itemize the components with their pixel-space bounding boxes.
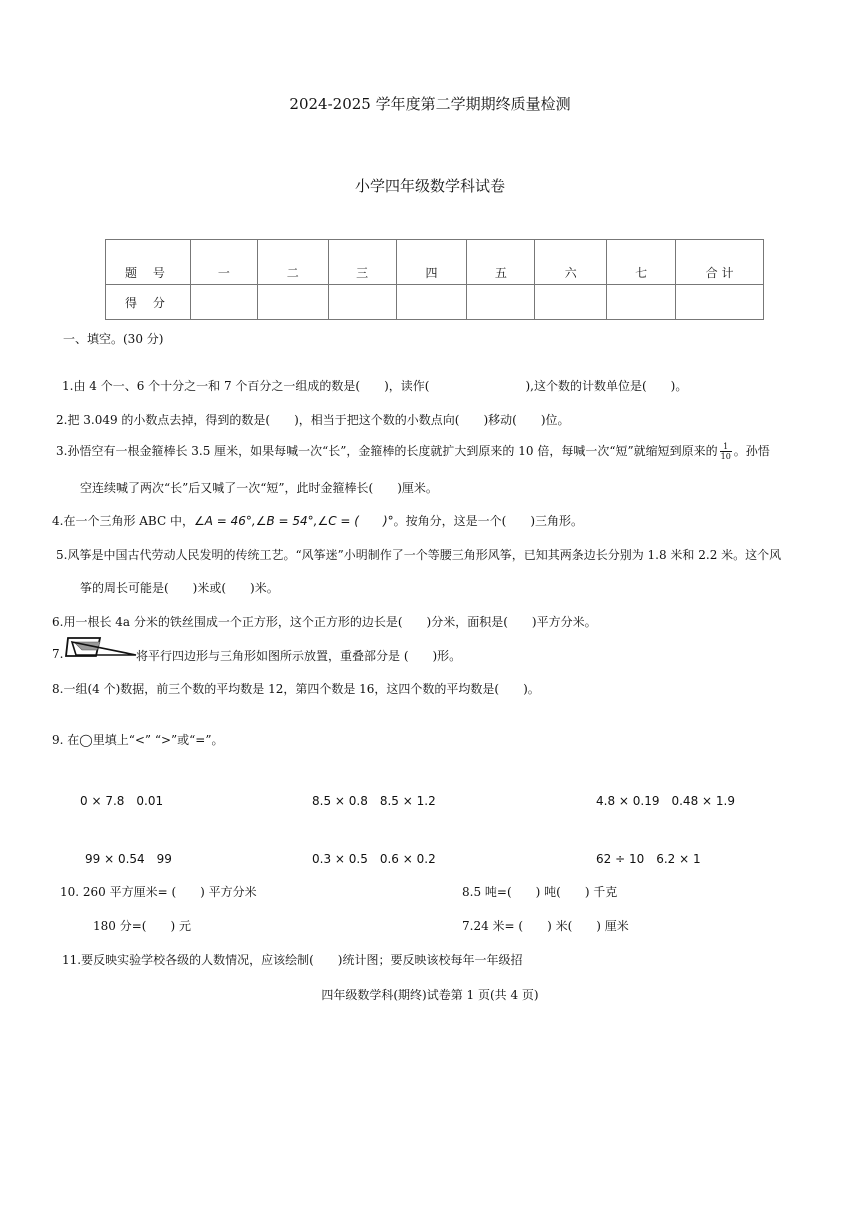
score-cell[interactable] xyxy=(676,285,764,320)
score-cell[interactable] xyxy=(467,285,535,320)
question-10-c: 180 分=( ) 元 xyxy=(93,919,191,933)
fraction-denominator: 10 xyxy=(720,452,731,461)
score-table-col-5: 五 xyxy=(467,240,535,285)
score-table-col-6: 六 xyxy=(535,240,607,285)
fraction-numerator: 1 xyxy=(720,442,732,452)
question-3-line-1 xyxy=(56,442,770,461)
score-table-col-7: 七 xyxy=(607,240,676,285)
compare-item: 0.3 × 0.5 0.6 × 0.2 xyxy=(312,852,436,866)
score-table-row-label: 题 号 xyxy=(106,240,191,285)
question-3-text: 3.孙悟空有一根金箍棒长 3.5 厘米，如果每喊一次“长”，金箍棒的长度就扩大到原来的 10 倍，每喊一次“短”就缩短到原来的 xyxy=(56,444,718,458)
exam-title: 2024-2025 学年度第二学期期终质量检测 xyxy=(289,95,571,113)
exam-subtitle: 小学四年级数学科试卷 xyxy=(354,177,505,195)
score-cell[interactable] xyxy=(607,285,676,320)
fraction xyxy=(720,442,732,461)
score-table xyxy=(105,239,764,320)
question-2: 2.把 3.049 的小数点去掉，得到的数是( )，相当于把这个数的小数点向( )移动( )位。 xyxy=(56,413,570,427)
question-4-post: 。按角分，这是一个( )三角形。 xyxy=(393,514,584,528)
question-3-line-2: 空连续喊了两次“长”后又喊了一次“短”，此时金箍棒长( )厘米。 xyxy=(80,481,438,495)
score-cell[interactable] xyxy=(535,285,607,320)
score-cell[interactable] xyxy=(257,285,328,320)
question-5-line-2: 筝的周长可能是( )米或( )米。 xyxy=(80,581,279,595)
score-cell[interactable] xyxy=(396,285,467,320)
question-3-tail: 。孙悟 xyxy=(733,444,770,458)
compare-item: 4.8 × 0.19 0.48 × 1.9 xyxy=(596,794,735,808)
question-10-a: 10. 260 平方厘米= ( ) 平方分米 xyxy=(60,885,257,899)
compare-item: 99 × 0.54 99 xyxy=(85,852,172,866)
question-6: 6.用一根长 4a 分米的铁丝围成一个正方形，这个正方形的边长是( )分米，面积是( )平方分米。 xyxy=(52,615,597,629)
section-heading: 一、填空。(30 分) xyxy=(63,332,164,346)
score-table-col-1: 一 xyxy=(190,240,257,285)
question-8: 8.一组(4 个)数据，前三个数的平均数是 12，第四个数是 16，这四个数的平均数是( )。 xyxy=(52,682,540,696)
question-4-math: ∠A = 46°,∠B = 54°,∠C = ( )° xyxy=(193,514,394,528)
score-cell[interactable] xyxy=(328,285,396,320)
page-footer: 四年级数学科(期终)试卷第 1 页(共 4 页) xyxy=(321,988,539,1002)
parallelogram-triangle-figure xyxy=(64,636,138,660)
question-4 xyxy=(52,512,583,529)
score-table-col-2: 二 xyxy=(257,240,328,285)
question-5-line-1: 5.风筝是中国古代劳动人民发明的传统工艺。“风筝迷”小明制作了一个等腰三角形风筝，已知其两条边长分别为 1.8 米和 2.2 米。这个风 xyxy=(56,548,782,562)
question-7-number: 7. xyxy=(52,647,64,661)
question-10-b: 8.5 吨=( ) 吨( ) 千克 xyxy=(462,885,618,899)
score-table-score-label: 得 分 xyxy=(106,285,191,320)
compare-item: 0 × 7.8 0.01 xyxy=(80,794,164,808)
score-cell[interactable] xyxy=(190,285,257,320)
question-4-pre: 4.在一个三角形 ABC 中， xyxy=(52,514,194,528)
score-table-col-4: 四 xyxy=(396,240,467,285)
question-1: 1.由 4 个一、6 个十分之一和 7 个百分之一组成的数是( )，读作( ),这个数的计数单位是( )。 xyxy=(62,379,688,393)
compare-item: 62 ÷ 10 6.2 × 1 xyxy=(596,852,701,866)
question-9: 9. 在◯里填上“<” “>”或“=”。 xyxy=(52,733,224,747)
question-7-text: 将平行四边形与三角形如图所示放置，重叠部分是 ( )形。 xyxy=(136,649,462,663)
question-10-d: 7.24 米= ( ) 米( ) 厘米 xyxy=(462,919,629,933)
score-table-col-total: 合 计 xyxy=(676,240,764,285)
score-table-col-3: 三 xyxy=(328,240,396,285)
compare-item: 8.5 × 0.8 8.5 × 1.2 xyxy=(312,794,436,808)
question-11: 11.要反映实验学校各级的人数情况，应该绘制( )统计图；要反映该校每年一年级招 xyxy=(62,953,523,967)
